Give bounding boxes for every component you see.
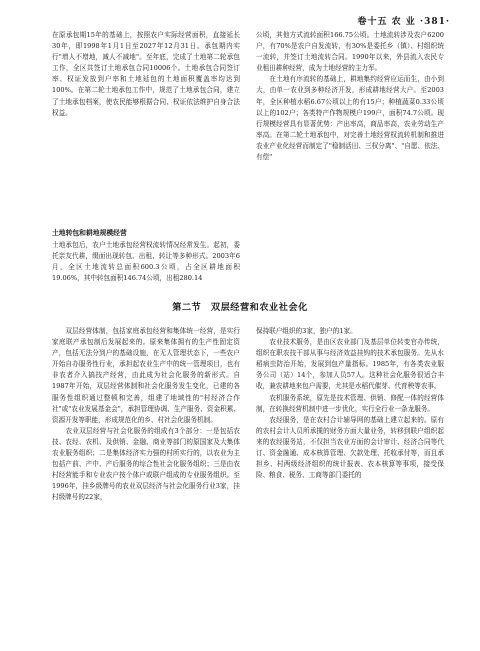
text-column-bottom-right: 保持联户组织的3家，独户的1家。 农业技术服务，是由区农业部门及基层单位转变官办传统，组织在职农技干部从事与经济效益挂钩的技术承包服务。先从水稻病虫防治开始，发展到包产量指标。1985年，有各类农业服务公司（站）14个，参加人员57人。这种社会化服务很适合丰收，兼农耕地来包户需要，尤其是水稻代催芽、代育秧等农事。 农机服务系统，原先是技术管理、供销、修配一体的经营体制，在转换经营机制中进一步优化，实行全行业一条龙服务。 农经服务，是在农村合计辅导网的基础上建立起来的。原有的农村会计人员所承揽的财务方面大量业务，转移到联户组织起来的农经服务站，不仅担当农业方面的会计审计、经济合同等代订、资金融通、成本核算管理、欠款处理、托收承付等，而且承担乡、村两级经济组织的统计报表、农本核算等事项，接受保险、粮食、税务、工商等部门委托的 [256, 327, 444, 480]
text-column-bottom-left: 双层经营体制，包括家庭承包经营和集体统一经营，是实行家庭联产承包制后发展起来的。原来集体拥有的生产性固定资产，包括无法分到户的基础设施，在无人管理状态下，一些农户开始自办服务性行业，承担起农业生产中的统一管理项目，也有非农者介入搞技产经营，由此成为社会化服务的新形式。自1987年开始，双层经营体制和社会化服务发生变化，已建的各服务性组织通过整顿和完善，组建了地域性的"村经济合作社"或"农业发展基金会"，承担管理协调、生产服务、资金积累、资源开发等职能，形成规范化的乡、村社会化服务机制。 农业双层经营与社会化服务的组成有3个部分：一是包括农技、农经、农机、及供销、金融、商业等部门的原国家及大集体农业服务组织；二是集体经济实力强的村所实行的，以农业为主包括产前、产中、产后服务的综合性社会化服务组织；三是由农村经营能手和专业农户按个体户或联户组成的专业服务组织。至1996年，挂乡级牌号的农业双层经济与社会化服务行业3家，挂村级牌号的22家， [52, 327, 240, 502]
text-column-top-left-b: 土地承包后，农户土地承包经营权流转情况经常发生。起初，委托亲友代耕，缀面出现转包、出租、转让等多种形式。2003年6月，全区土地流转总面积600.3公顷，占全区耕地面积19.06%，其中转包面积146.74公顷，出租280.14 [52, 241, 240, 283]
running-header: 卷十五 农 业 ·381· [357, 17, 450, 27]
section-title: 第二节 双层经营和农业社会化 [172, 302, 308, 313]
subheading: 土地转包和耕地规模经营 [52, 229, 127, 237]
text-column-top-left: 在原承包期15年的基础上，按照农户实际经营面积，直接延长30年，即1998年1月1日至2027年12月31日。承包期内实行"增人不增地，减人不减地"。至年底，完成了土地第二轮承包工作，全区共签订土地承包合同10006个。土地承包合同签订率、权证发放到户率和土地延包的土地面积覆盖率均达到100%。在第二轮土地承包工作中，规范了土地承包合同，建立了土地承包档案，使农民能够根据合同、权证依法维护自身合法权益。 [52, 31, 240, 117]
text-column-top-right: 公顷，其他方式流转面积166.75公顷。土地流转涉及农户6200户，有70%是农户自发流转，有30%是委托乡（镇）、村组织统一流转，并签订土地流转合同。1990年以来，外县流入农民专业租田耕种经营，成为土地经营的主力军。 在土地有序流转的基础上，耕地集约经营应运而生，由小到大，由单一农业到多种经济开发，形成耕地经营大户。至2003年，全区种植水稻6.67公顷以上的有15户；种植蔬菜0.33公顷以上的102户；各类特产作物规模户199户，面积74.7公顷。现行规模经营具有显著优势：产出率高，商品率高，农业劳动生产率高。在第二轮土地承包中，对完善土地经营权流转机制和推进农业产业化经营而制定了"稳制活田、三权分离"、"自愿、依法、有偿" [256, 31, 444, 162]
